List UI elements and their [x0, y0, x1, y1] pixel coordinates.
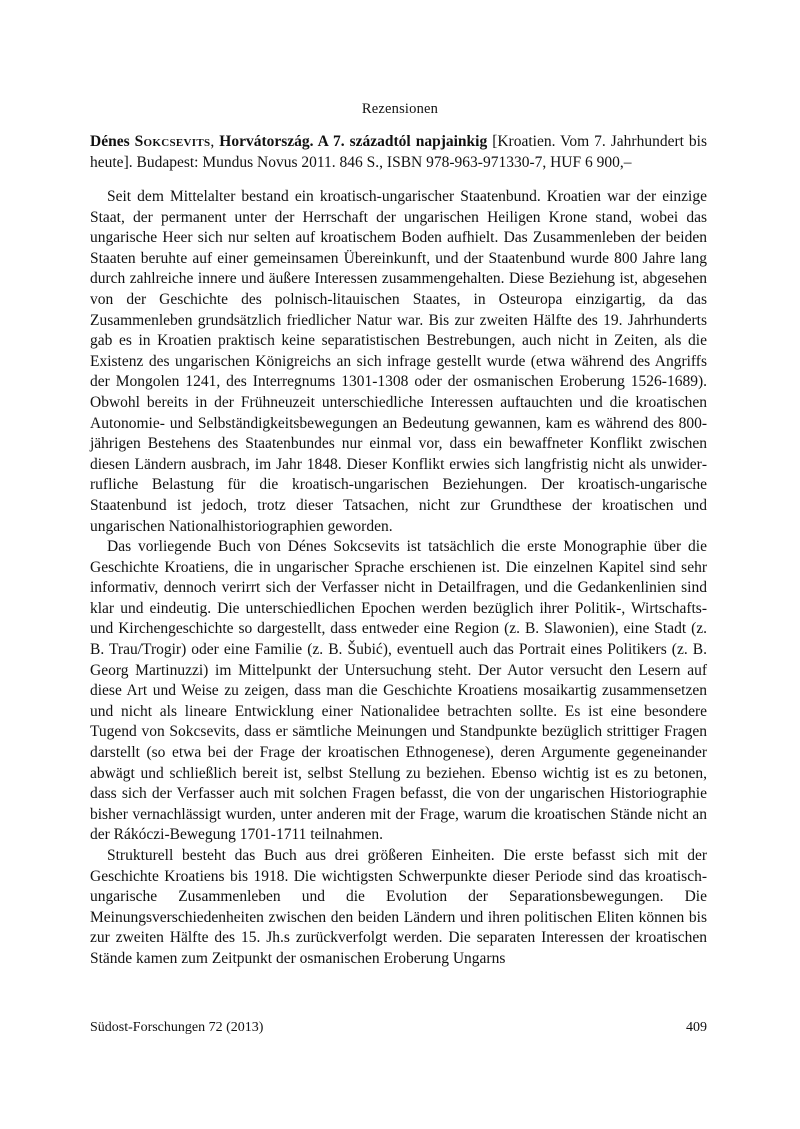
page-number: 409 — [686, 1020, 707, 1035]
author-last-name: Sokcsevits — [134, 133, 211, 150]
paragraph-3: Strukturell besteht das Buch aus drei größeren Einheiten. Die erste befasst sich mit der Geschichte Kroatiens bis 1918. Die wichtigsten Schwerpunkte dieser Periode sind das kroatisch-ungarische Zusammenleben und die Evolution der Separationsbewegungen. Die Meinungsverschiedenheiten zwischen den beiden Ländern und ihren politischen Eliten können bis zur zweiten Hälfte des 15. Jh.s zurückverfolgt werden. Die separaten Interessen der kroatischen Stände kamen zum Zeitpunkt der osmanischen Eroberung Ungarns — [90, 847, 707, 967]
page-footer — [90, 1020, 707, 1036]
paragraph-2: Das vorliegende Buch von Dénes Sokcsevits ist tatsächlich die erste Monographie über die Geschichte Kroatiens, die in ungarischer Sprache erschienen ist. Die einzelnen Kapitel sind sehr informativ, dennoch verirrt sich der Verfasser nicht in Detailfragen, und die Gedankenlinien sind klar und eindeutig. Die unterschiedlichen Epochen werden bezüglich ihrer Politik-, Wirtschafts- und Kirchengeschichte so dargestellt, dass entweder eine Region (z. B. Slawonien), eine Stadt (z. B. Trau/Trogir) oder eine Familie (z. B. Šubić), eventuell auch das Portrait eines Politikers (z. B. Georg Martinuzzi) im Mittelpunkt der Untersuchung steht. Der Autor versucht den Lesern auf diese Art und Weise zu zeigen, dass man die Geschichte Kroatiens mosaikartig zusammensetzen und nicht als lineare Entwicklung einer Nationalidee betrachten sollte. Es ist eine besondere Tugend von Sokcsevits, dass er sämtliche Meinungen und Standpunkte bezüglich strittiger Fragen darstellt (so etwa bei der Frage der kroatischen Ethnogenese), deren Argumente gegeneinander abwägt und schließlich bereit ist, selbst Stellung zu beziehen. Ebenso wichtig ist es zu betonen, dass sich der Verfasser auch mit solchen Fragen befasst, die von der ungarischen Historiographie bisher vernachlässigt wurden, unter anderen mit der Frage, warum die kroatischen Stände nicht an der Rákóczi-Bewegung 1701-1711 teilnahmen. — [90, 538, 707, 844]
journal-reference: Südost-Forschungen 72 (2013) — [90, 1020, 264, 1035]
running-head: Rezensionen — [361, 101, 439, 117]
paragraph-1: Seit dem Mittelalter bestand ein kroatisch-ungarischer Staatenbund. Kroatien war der einzige Staat, der permanent unter der Herrschaft der ungarischen Heiligen Krone stand, wobei das ungarische Heer sich nur selten auf kroatischem Boden aufhielt. Das Zusammenleben der beiden Staaten beruhte auf einer gemeinsamen Übereinkunft, und der Staatenbund wurde 800 Jahre lang durch zahlreiche innere und äußere Interessen zusammengehalten. Diese Beziehung ist, abgesehen von der Geschichte des polnisch-litauischen Staates, in Osteuropa einzigartig, da das Zusammenleben grundsätzlich friedlicher Natur war. Bis zur zweiten Hälfte des 19. Jahrhunderts gab es in Kroatien praktisch keine separatistischen Bestrebungen, auch nicht in Zeiten, als die Existenz des ungarischen Königreichs an sich infrage gestellt wurde (etwa während des Angriffs der Mongolen 1241, des Interregnums 1301-1308 oder der osmanischen Eroberung 1526-1689). Obwohl bereits in der Frühneuzeit unterschiedliche Interessen auftauchten und die kroatischen Autonomie- und Selbständigkeitsbewegungen an Bedeutung gewannen, kam es während des 800-jährigen Bestehens des Staatenbundes nur einmal vor, dass ein bewaffneter Konflikt zwischen diesen Ländern ausbrach, im Jahr 1848. Dieser Konflikt erwies sich langfristig nicht als unwiderrufliche Belastung für die kroatisch-ungarischen Beziehungen. Der kroatisch-ungarische Staatenbund ist jedoch, trotz dieser Tatsachen, nicht zur Grundthese der kroatischen und ungarischen Nationalhistoriographien geworden. — [90, 188, 707, 535]
citation-details: [Kroatien. Vom 7. Jahrhundert bis heute]. Budapest: Mundus Novus 2011. 846 S., ISBN 978-963-971330-7, HUF 6 900,– — [90, 133, 708, 171]
review-body — [90, 132, 707, 970]
book-title: Horvátország. A 7. századtól napjainkig — [219, 133, 488, 150]
author-first-name: Dénes — [90, 133, 130, 150]
author-comma: , — [210, 133, 215, 150]
book-citation — [90, 132, 707, 173]
